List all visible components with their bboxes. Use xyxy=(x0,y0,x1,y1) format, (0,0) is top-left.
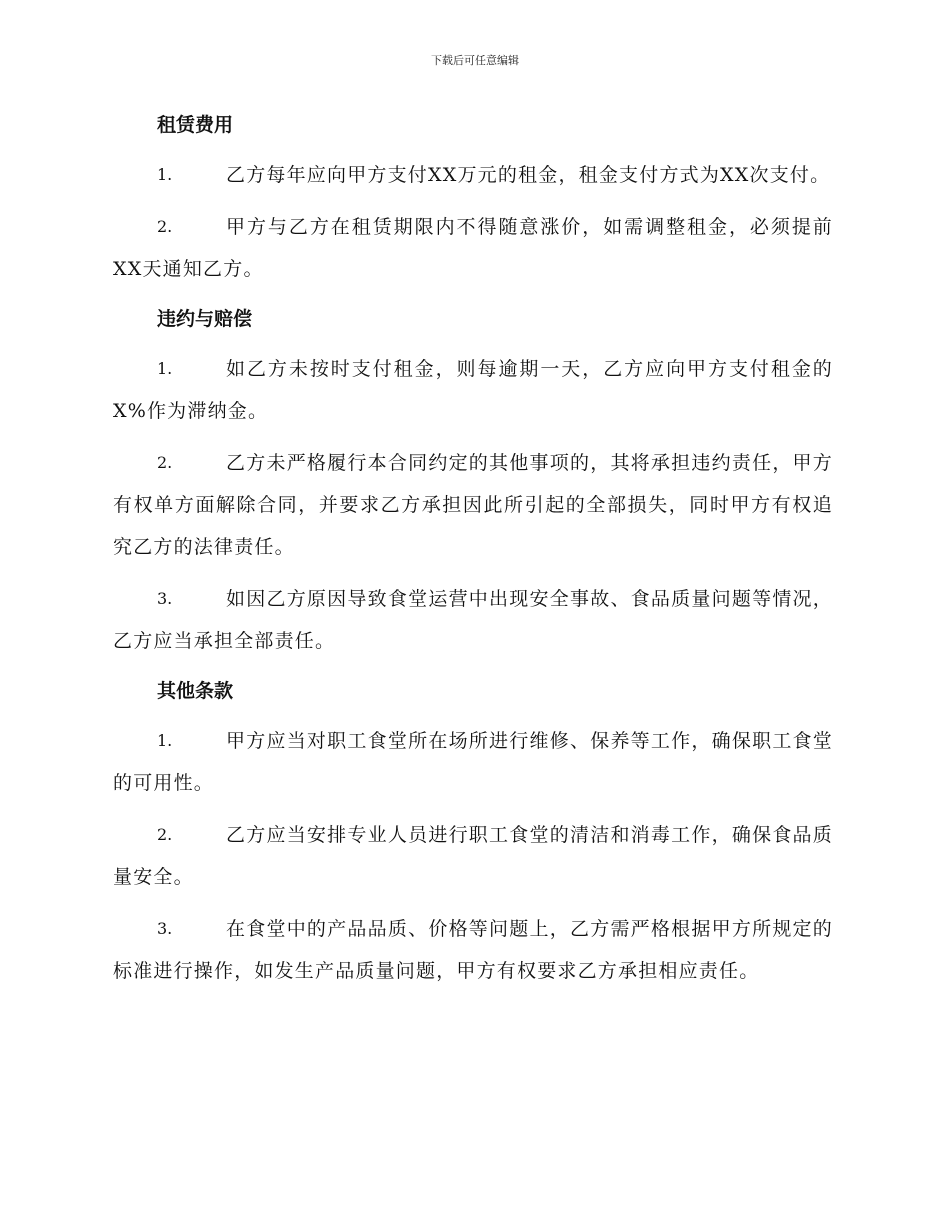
clause-number: 1. xyxy=(157,165,173,184)
clause-number: 2. xyxy=(157,825,173,844)
clause-item xyxy=(113,348,833,432)
clause-number: 3. xyxy=(157,589,173,608)
clause-number: 2. xyxy=(157,217,173,236)
clause-text: 在食堂中的产品品质、价格等问题上，乙方需严格根据甲方所规定的标准进行操作，如发生产品质量问题，甲方有权要求乙方承担相应责任。 xyxy=(113,918,833,982)
document-body xyxy=(113,110,833,1006)
section-heading: 其他条款 xyxy=(157,680,234,702)
section-other-terms xyxy=(113,676,833,992)
clause-item xyxy=(113,908,833,992)
section-breach-compensation xyxy=(113,304,833,662)
clause-text: 如因乙方原因导致食堂运营中出现安全事故、食品质量问题等情况，乙方应当承担全部责任。 xyxy=(113,588,833,652)
clause-text: 如乙方未按时支付租金，则每逾期一天，乙方应向甲方支付租金的X%作为滞纳金。 xyxy=(113,358,833,422)
page-header: 下载后可任意编辑 xyxy=(431,54,519,67)
section-heading: 违约与赔偿 xyxy=(157,308,253,330)
clause-text: 甲方与乙方在租赁期限内不得随意涨价，如需调整租金，必须提前XX天通知乙方。 xyxy=(113,216,833,280)
clause-text: 甲方应当对职工食堂所在场所进行维修、保养等工作，确保职工食堂的可用性。 xyxy=(113,730,833,794)
section-heading: 租赁费用 xyxy=(157,114,234,136)
clause-text: 乙方应当安排专业人员进行职工食堂的清洁和消毒工作，确保食品质量安全。 xyxy=(113,824,833,888)
clause-text: 乙方未严格履行本合同约定的其他事项的，其将承担违约责任，甲方有权单方面解除合同，并要求乙方承担因此所引起的全部损失，同时甲方有权追究乙方的法律责任。 xyxy=(113,452,833,558)
clause-number: 1. xyxy=(157,359,173,378)
clause-item xyxy=(113,578,833,662)
clause-number: 3. xyxy=(157,919,173,938)
clause-text: 乙方每年应向甲方支付XX万元的租金，租金支付方式为XX次支付。 xyxy=(226,164,831,186)
clause-number: 2. xyxy=(157,453,173,472)
clause-item xyxy=(113,442,833,568)
clause-item xyxy=(113,206,833,290)
section-rental-fees xyxy=(113,110,833,290)
clause-item xyxy=(113,154,833,196)
clause-number: 1. xyxy=(157,731,173,750)
clause-item xyxy=(113,814,833,898)
clause-item xyxy=(113,720,833,804)
